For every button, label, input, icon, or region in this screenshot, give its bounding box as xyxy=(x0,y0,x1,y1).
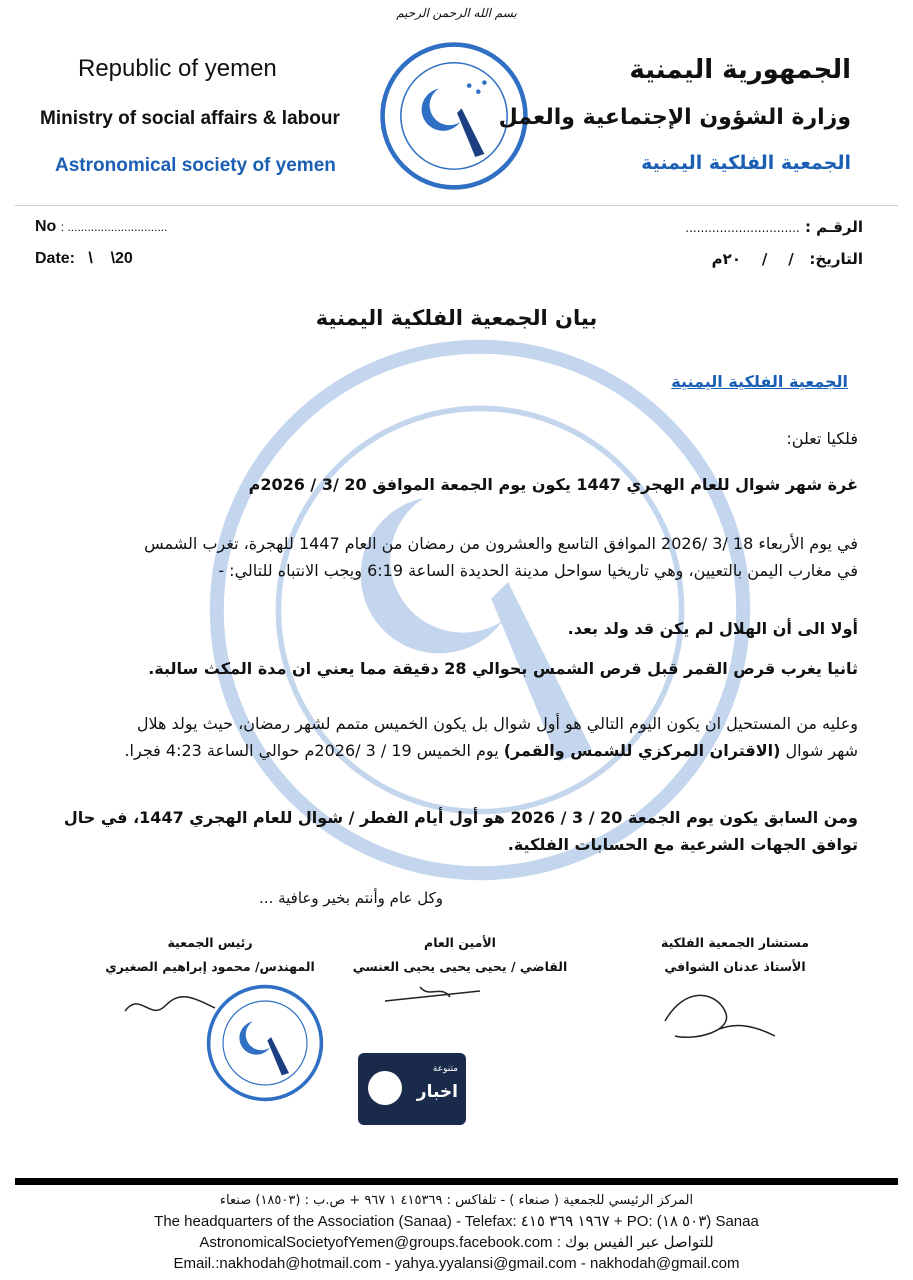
p2-text-bold: (الاقتران المركزي للشمس والقمر) xyxy=(503,741,781,760)
paragraph-1-line-2: في مغارب اليمن بالتعيين، وهي تاريخيا سواحل مدينة الحديدة الساعة 6:19 ويجب الانتباه للتالي: - xyxy=(218,561,858,580)
badge-top-text: متنوعة xyxy=(432,1064,458,1074)
paragraph-1-line-1: في يوم الأربعاء 18 /3 /2026 الموافق التاسع والعشرون من رمضان من العام 1447 للهجرة، تغرب الشمس xyxy=(144,534,858,553)
no-label: No xyxy=(35,218,57,235)
intro-text: فلكيا تعلن: xyxy=(786,429,858,448)
society-stamp xyxy=(205,983,325,1103)
signature-name: القاضي / يحيى يحيى يحيى العنسي xyxy=(352,959,568,974)
signature-block xyxy=(40,931,858,1131)
handwritten-signature xyxy=(380,979,490,1009)
statement-subtitle: الجمعية الفلكية اليمنية xyxy=(671,372,848,391)
point-1: أولا الى أن الهلال لم يكن قد ولد بعد. xyxy=(567,619,858,638)
paragraph-3-line-1: ومن السابق يكون يوم الجمعة 20 / 3 / 2026 هو أول أيام الفطر / شوال للعام الهجري 1447، في حال xyxy=(63,808,858,827)
badge-main-text: اخبار xyxy=(416,1082,458,1102)
signature-name: المهندس/ محمود إبراهيم الصغيري xyxy=(105,959,315,974)
no-value: : .............................. xyxy=(60,220,168,234)
header-en-country: Republic of yemen xyxy=(78,55,277,82)
paragraph-3-line-2: توافق الجهات الشرعية مع الحسابات الفلكية. xyxy=(507,835,858,854)
footer-email[interactable]: Email.:nakhodah@hotmail.com - yahya.yyalansi@gmail.com - nakhodah@gmail.com xyxy=(173,1255,740,1272)
signature-secretary xyxy=(345,931,575,979)
p2-text-a: شهر شوال xyxy=(780,741,858,760)
signature-role: رئيس الجمعية xyxy=(167,935,253,950)
paragraph-2-line-1: وعليه من المستحيل ان يكون اليوم التالي هو أول شوال بل يكون الخميس متمم لشهر رمضان، حيث يولد هلال xyxy=(136,714,858,733)
footer-facebook[interactable]: AstronomicalSocietyofYemen@groups.facebook.com : للتواصل عبر الفيس بوك xyxy=(199,1234,714,1251)
p2-text-c: يوم الخميس 19 / 3 /2026م حوالي الساعة 4:23 فجرا. xyxy=(124,741,504,760)
no-value-ar: .............................. xyxy=(685,221,800,235)
header-ar-ministry: وزارة الشؤون الإجتماعية والعمل xyxy=(498,105,851,130)
signature-president xyxy=(95,931,325,979)
handwritten-signature xyxy=(655,981,785,1051)
header-ar-country: الجمهورية اليمنية xyxy=(629,55,851,85)
signature-advisor xyxy=(620,931,850,979)
header-divider xyxy=(15,205,898,206)
header-en-society: Astronomical society of yemen xyxy=(55,155,336,176)
date-label: Date: xyxy=(35,250,76,267)
point-2: ثانيا يغرب قرص القمر قبل قرص الشمس بحوالي 28 دقيقة مما يعني ان مدة المكث سالبة. xyxy=(148,659,858,678)
date-value: \ \20 xyxy=(88,250,133,267)
date-label-ar: التاريخ: xyxy=(809,250,863,268)
signature-role: مستشار الجمعية الفلكية xyxy=(660,935,809,950)
no-label-ar: الرقـم : xyxy=(804,218,863,236)
statement-body xyxy=(40,425,858,1131)
closing-text: وكل عام وأنتم بخير وعافية ... xyxy=(259,889,443,907)
statement-title: بيان الجمعية الفلكية اليمنية xyxy=(315,306,598,330)
footer-rule xyxy=(15,1178,898,1185)
footer-en-address: The headquarters of the Association (Sanaa) - Telefax: ١٩٦٧ ٣٦٩ ٤١٥ + PO: (٥٠٣ ١٨) Sanaa xyxy=(154,1213,759,1230)
signature-role: الأمين العام xyxy=(424,935,496,950)
header-ar-society: الجمعية الفلكية اليمنية xyxy=(641,152,851,174)
headline-text: غرة شهر شوال للعام الهجري 1447 يكون يوم الجمعة الموافق 20 /3 / 2026م xyxy=(248,475,858,494)
bismillah: بسم الله الرحمن الرحيم xyxy=(396,6,517,20)
globe-icon xyxy=(368,1071,402,1105)
header-en-ministry: Ministry of social affairs & labour xyxy=(40,108,340,129)
paragraph-2-line-2 xyxy=(40,737,858,764)
footer-ar-address: المركز الرئيسي للجمعية ( صنعاء ) - تلفاكس : ٤١٥٣٦٩ ١ ٩٦٧ + ص.ب : (١٨٥٠٣) صنعاء xyxy=(219,1193,694,1208)
date-value-ar: / / ٢٠م xyxy=(711,250,794,268)
signature-name: الأستاذ عدنان الشوافي xyxy=(664,959,806,974)
news-badge xyxy=(358,1053,466,1125)
